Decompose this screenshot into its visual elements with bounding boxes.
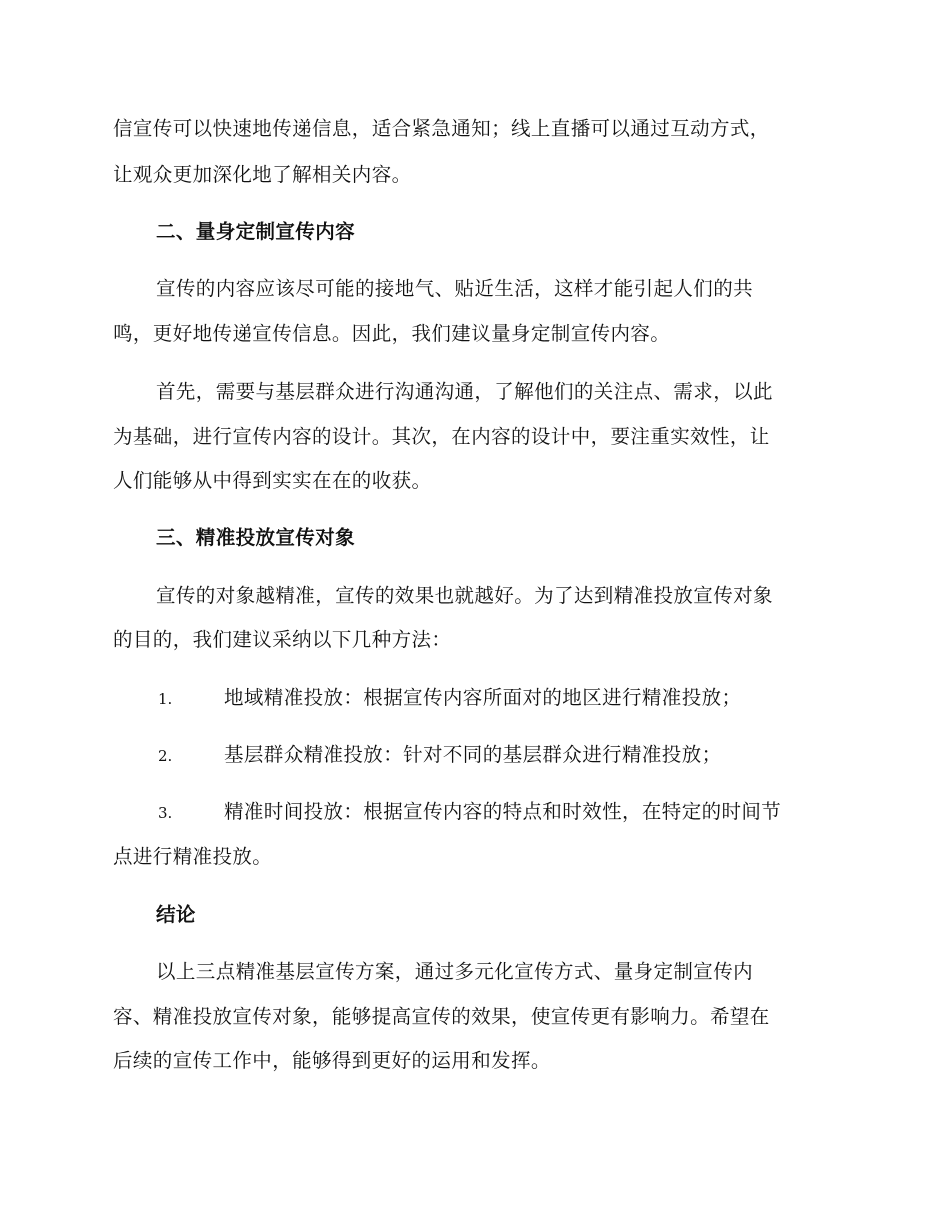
list-item-3-text: 精准时间投放：根据宣传内容的特点和时效性，在特定的时间节	[224, 800, 782, 823]
section-2-paragraph-2-line-3: 人们能够从中得到实实在在的收获。	[113, 469, 432, 492]
section-3-paragraph-1-line-2: 的目的，我们建议采纳以下几种方法：	[113, 628, 452, 651]
section-3-paragraph-1-line-1: 宣传的对象越精准，宣传的效果也就越好。为了达到精准投放宣传对象	[156, 584, 773, 607]
list-item-1-text: 地域精准投放：根据宣传内容所面对的地区进行精准投放；	[224, 686, 742, 709]
section-3-heading: 三、精准投放宣传对象	[156, 526, 356, 549]
list-item-2-text: 基层群众精准投放：针对不同的基层群众进行精准投放；	[224, 743, 722, 766]
conclusion-line-3: 后续的宣传工作中，能够得到更好的运用和发挥。	[113, 1049, 551, 1072]
list-item-1-number: 1.	[158, 690, 173, 708]
section-2-paragraph-1-line-2: 鸣，更好地传递宣传信息。因此，我们建议量身定制宣传内容。	[113, 322, 671, 345]
intro-line-2: 让观众更加深化地了解相关内容。	[113, 163, 412, 186]
section-2-paragraph-1-line-1: 宣传的内容应该尽可能的接地气、贴近生活，这样才能引起人们的共	[156, 277, 754, 300]
conclusion-line-2: 容、精准投放宣传对象，能够提高宣传的效果，使宣传更有影响力。希望在	[113, 1005, 770, 1028]
conclusion-heading: 结论	[156, 903, 196, 926]
list-item-3-number: 3.	[158, 804, 173, 822]
section-2-heading: 二、量身定制宣传内容	[156, 220, 356, 243]
section-2-paragraph-2-line-1: 首先，需要与基层群众进行沟通沟通，了解他们的关注点、需求，以此	[156, 380, 773, 403]
list-item-2-number: 2.	[158, 747, 173, 765]
section-2-paragraph-2-line-2: 为基础，进行宣传内容的设计。其次，在内容的设计中，要注重实效性，让	[113, 425, 770, 448]
conclusion-line-1: 以上三点精准基层宣传方案，通过多元化宣传方式、量身定制宣传内	[156, 960, 754, 983]
intro-line-1: 信宣传可以快速地传递信息，适合紧急通知；线上直播可以通过互动方式，	[113, 117, 770, 140]
list-item-3-continuation: 点进行精准投放。	[113, 845, 273, 868]
